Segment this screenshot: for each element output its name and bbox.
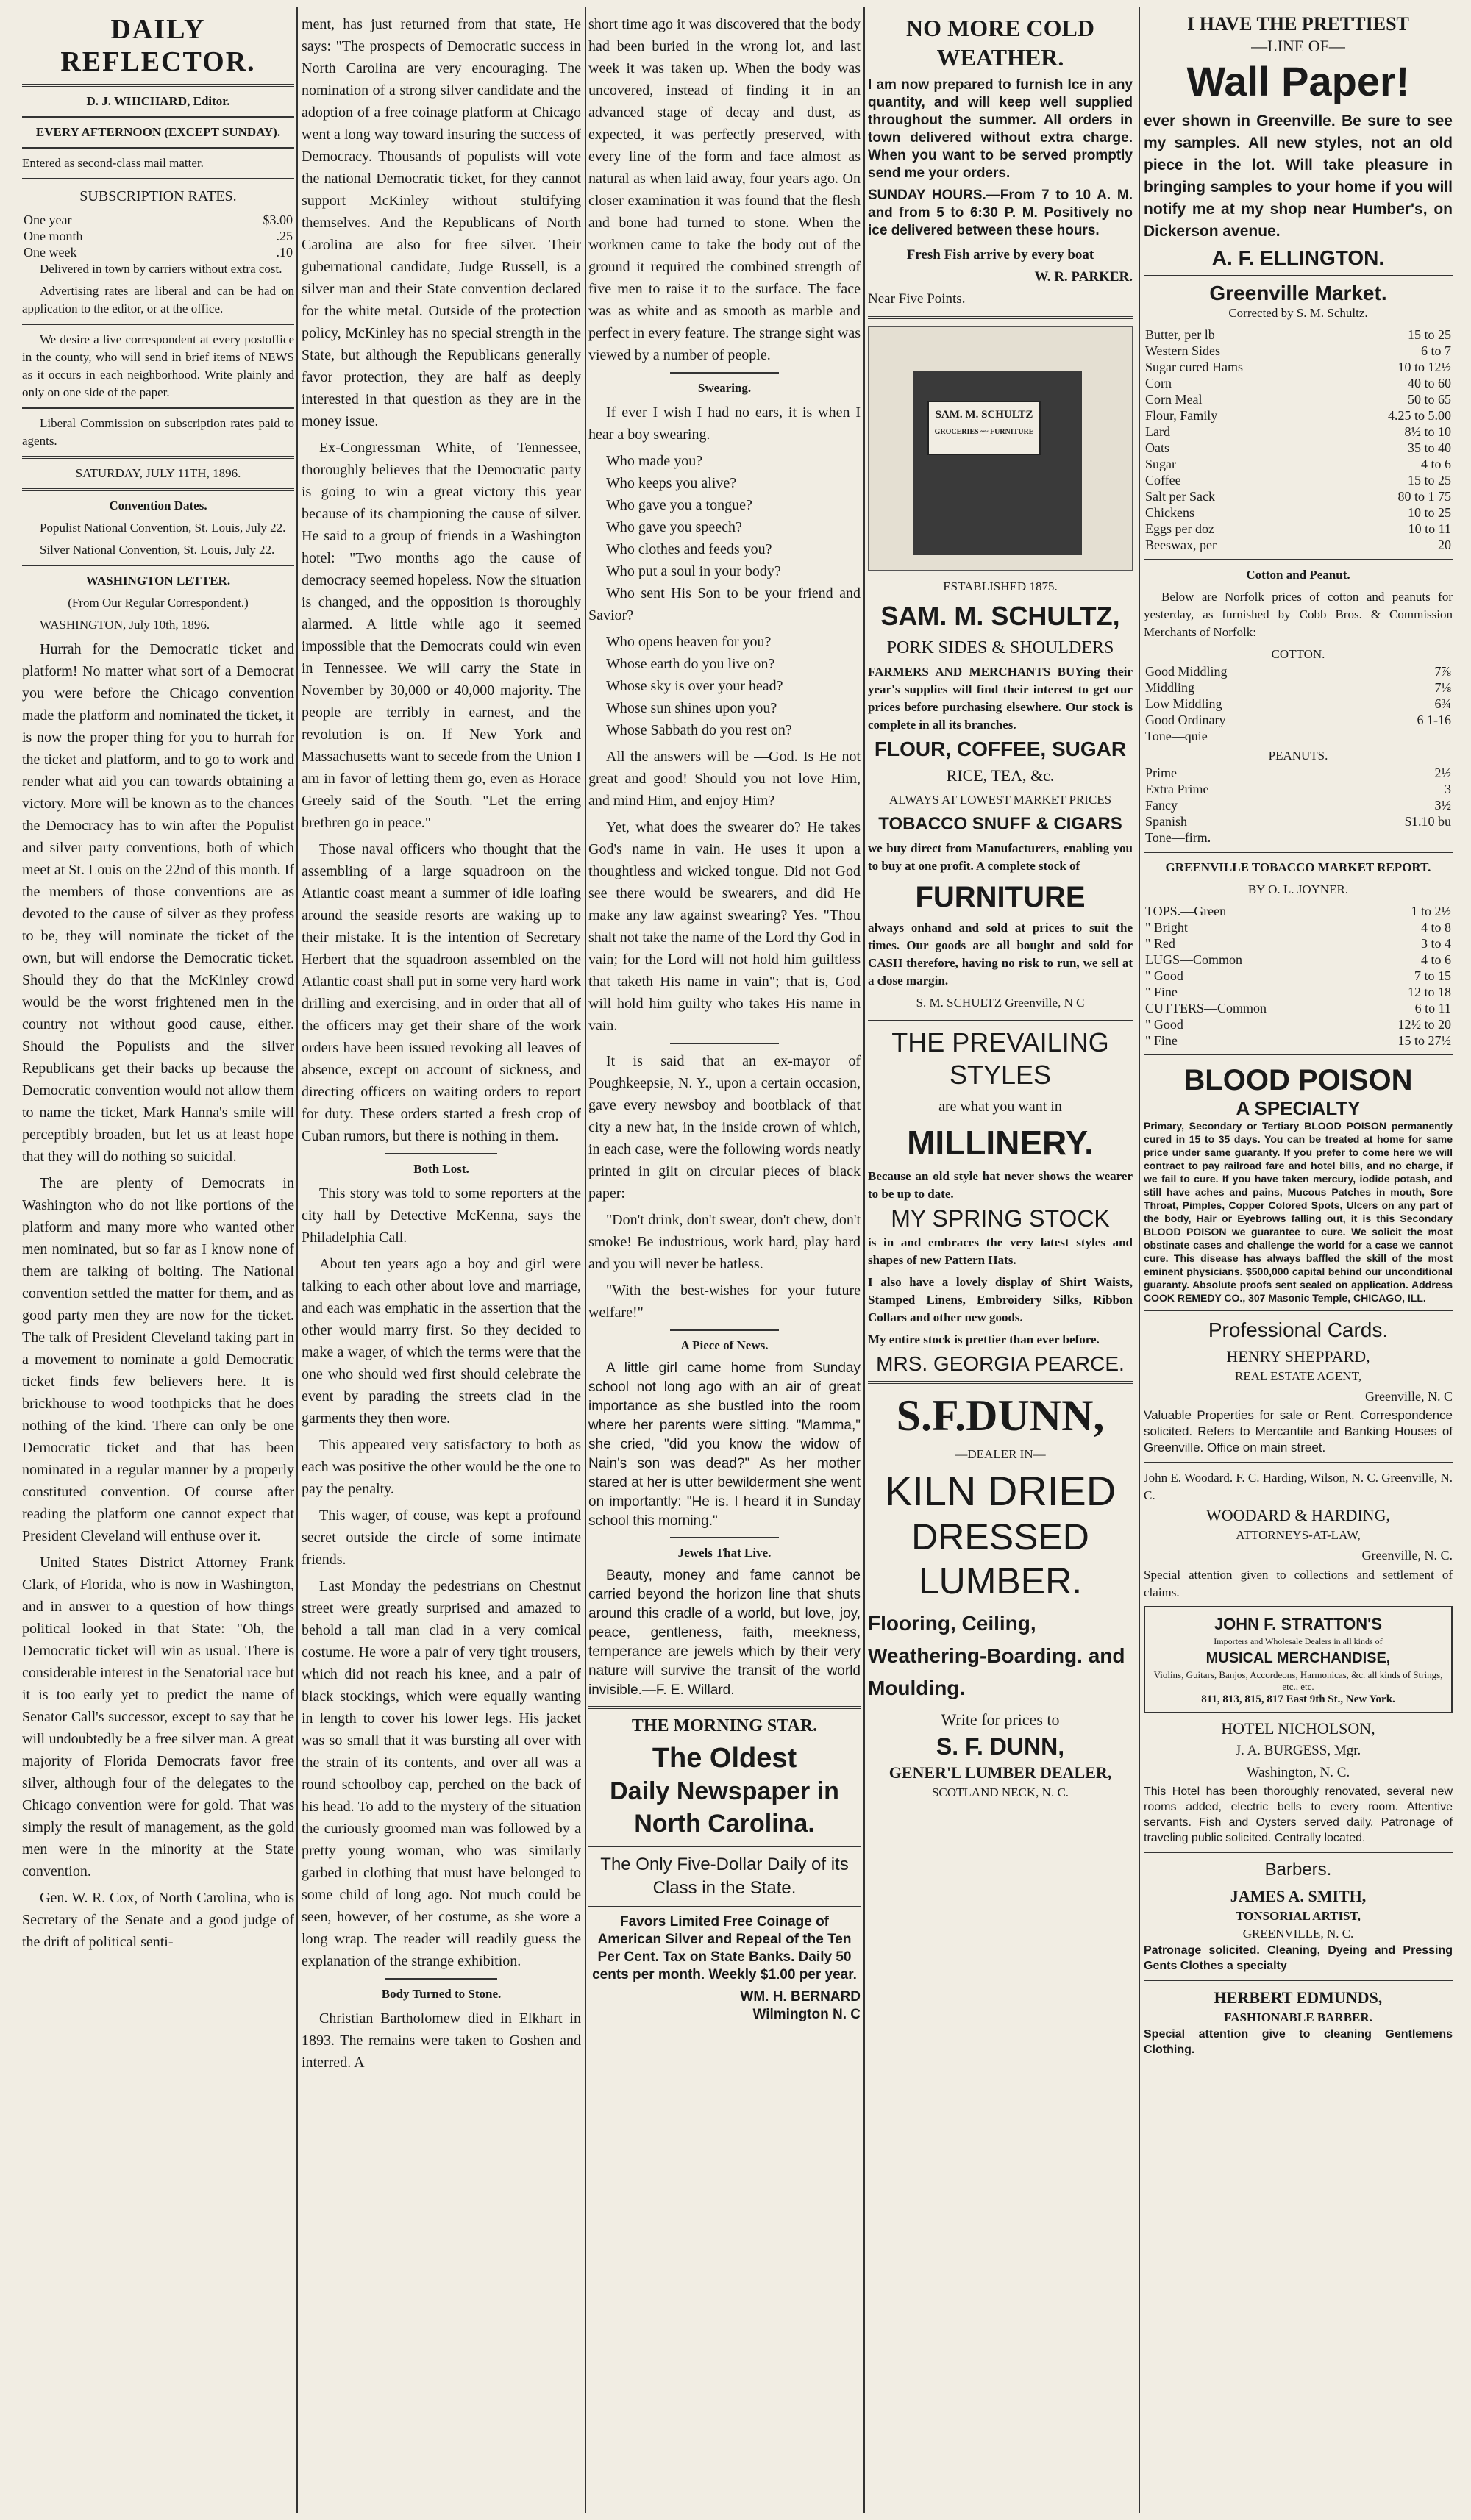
poem-line: Who gave you speech? — [606, 519, 742, 535]
table-row: Western Sides 6 to 7 — [1145, 343, 1451, 358]
table-row: Tone—quie — [1145, 729, 1208, 743]
poem-line: Who made you? — [606, 453, 703, 469]
wall-paper-headline: Wall Paper! — [1186, 58, 1410, 104]
barbers-title: Barbers. — [1264, 1860, 1332, 1880]
tobacco-table — [1144, 903, 1453, 1049]
ad-text: S. M. SCHULTZ Greenville, N C — [916, 996, 1085, 1010]
table-row: Good Ordinary 6 1-16 — [1145, 713, 1451, 727]
table-row: Coffee 15 to 25 — [1145, 473, 1451, 488]
column-rule — [1139, 7, 1140, 2513]
peanuts-heading: PEANUTS. — [1268, 749, 1328, 763]
article-paragraph: "Don't drink, don't swear, don't chew, don't smoke! Be industrious, work hard, play hard and you will never be hatless. — [588, 1212, 861, 1272]
dunn-name: S.F.DUNN, — [896, 1391, 1105, 1440]
card-name: HENRY SHEPPARD, — [1226, 1347, 1370, 1366]
ad-line: The Only Five-Dollar Daily of its Class in the State. — [600, 1855, 849, 1898]
ad-text: —DEALER IN— — [955, 1447, 1046, 1461]
ad-text: Fresh Fish arrive by every boat — [906, 247, 1094, 263]
table-row: " Good 12½ to 20 — [1145, 1017, 1451, 1032]
card-name: JOHN F. STRATTON'S — [1214, 1615, 1383, 1633]
cotton-table — [1144, 663, 1453, 744]
column-3 — [588, 13, 861, 2505]
issue-date: SATURDAY, JULY 11TH, 1896. — [75, 466, 241, 480]
ad-text: I HAVE THE PRETTIEST — [1187, 13, 1409, 35]
ad-text: always onhand and sold at prices to suit the times. Our goods are all bought and sold for CASH therefore, having no risk to run, we sell at a close margin. — [868, 921, 1133, 988]
article-paragraph: Beauty, money and fame cannot be carried beyond the horizon line that shuts around this cradle of a world, but love, joy, peace, gentleness, faith, meekness, temperance are jewels which by their very nature will survive the transit of the world invisible.—F. E. Willard. — [588, 1568, 861, 1698]
table-row: Salt per Sack 80 to 1 75 — [1145, 489, 1451, 504]
ad-text: SUNDAY HOURS.—From 7 to 10 A. M. and from 5 to 6:30 P. M. Positively no ice delivered between these hours. — [868, 188, 1133, 238]
market-title: Greenville Market. — [1209, 282, 1387, 304]
column-5 — [1144, 13, 1453, 2505]
table-row: Butter, per lb 15 to 25 — [1145, 327, 1451, 342]
ad-line: The Oldest — [652, 1743, 797, 1774]
spring-stock: MY SPRING STOCK — [891, 1205, 1110, 1232]
table-row: TOPS.—Green 1 to 2½ — [1145, 904, 1451, 918]
table-row: Beeswax, per 20 — [1145, 538, 1451, 552]
table-row: Sugar cured Hams 10 to 12½ — [1145, 360, 1451, 374]
commission-note: Liberal Commission on subscription rates paid to agents. — [22, 416, 294, 448]
card-text: Patronage solicited. Cleaning, Dyeing and Pressing Gents Clothes a specialty — [1144, 1944, 1453, 1972]
ad-text: I am now prepared to furnish Ice in any quantity, and will keep well supplied throughout the summer. All orders in town delivered without extra charge. When you want to be served promptly send me your orders. — [868, 77, 1133, 181]
advertising-note: Advertising rates are liberal and can be had on application to the editor, or at the office. — [22, 284, 294, 315]
column-4 — [868, 13, 1133, 2505]
blood-poison-ad — [1144, 1063, 1453, 1304]
specialty: A SPECIALTY — [1236, 1097, 1361, 1119]
article-paragraph: Those naval officers who thought that the assembling of a large squadroon on the Atlantic coast meant a summer of idle loafing around the seaside resorts are waking up to their mistake. It is the intention of Secretary Herbert that the squadroon assembled on the Atlantic coast shall put in some very hard work drilling and exercising, and in order that all of the officers may get their share of the work orders have been issued revoking all leaves of absence, except on account of sickness, and directing officers on waiting orders to report for duty. These orders started a fresh crop of Cuban rumors, but there is nothing in them. — [302, 841, 581, 1144]
cotton-heading: COTTON. — [1271, 647, 1325, 661]
poem-line: Whose sky is over your head? — [606, 678, 783, 694]
store-sign: SAM. M. SCHULTZ GROCERIES ~~ FURNITURE — [927, 401, 1041, 455]
article-paragraph: "With the best-wishes for your future welfare!" — [588, 1282, 861, 1321]
rate-row: One year $3.00 — [24, 213, 293, 227]
entered-line: Entered as second-class mail matter. — [22, 156, 204, 170]
table-row: Middling 7⅛ — [1145, 680, 1451, 695]
table-row: Flour, Family 4.25 to 5.00 — [1145, 408, 1451, 423]
convention-2: Silver National Convention, St. Louis, July 22. — [40, 543, 275, 557]
ad-text: we buy direct from Manufacturers, enabling you to buy at one profit. A complete stock of — [868, 841, 1133, 873]
card-line: John E. Woodard. F. C. Harding, Wilson, N. C. Greenville, N. C. — [1144, 1471, 1453, 1502]
table-row: " Fine 15 to 27½ — [1145, 1033, 1451, 1048]
cold-weather-headline: NO MORE COLD WEATHER. — [906, 15, 1094, 71]
article-paragraph: United States District Attorney Frank Clark, of Florida, who is now in Washington, and in answer to a question of how things political looked in that State: "Oh, the Democratic ticket will win as usual. There is considerable interest in the Senatorial race but it is too early yet to predict the name of Senator Call's successor, except to say that he will undoubtedly be a free silver man. A great majority of Florida Democrats favor free silver, although four of the delegates to the Chicago convention were for gold. That was simply the result of management, as the gold men were in the minority at the State convention. — [22, 1555, 294, 1880]
jewels-title: Jewels That Live. — [677, 1546, 772, 1560]
peanuts-table — [1144, 765, 1453, 846]
card-line: REAL ESTATE AGENT, — [1235, 1369, 1361, 1383]
table-row: Prime 2½ — [1145, 765, 1451, 780]
ad-headline: TOBACCO SNUFF & CIGARS — [878, 814, 1122, 834]
card-name: HOTEL NICHOLSON, — [1221, 1719, 1375, 1738]
washington-title: WASHINGTON LETTER. — [85, 574, 231, 588]
article-paragraph: short time ago it was discovered that the body had been buried in the wrong lot, and last week it was taken up. When the body was uncovered, instead of finding it in an advanced stage of decay and dust, as expected, it was perfectly preserved, with every line of the form and face almost as natural as when laid away, four years ago. On closer examination it was found that the flesh and bone had turned to stone. When the workmen came to take the body out of the ground it required the combined strength of five men to raise it to the surface. The face was as white and as smooth as marble and perfect in every feature. The strange sight was viewed by a number of people. — [588, 16, 861, 363]
millinery-headline: MILLINERY. — [907, 1124, 1094, 1162]
card-line: Greenville, N. C — [1365, 1389, 1453, 1404]
dunn-name-2: S. F. DUNN, — [936, 1733, 1065, 1760]
poem-line: Who clothes and feeds you? — [606, 541, 772, 557]
card-line: GREENVILLE, N. C. — [1242, 1927, 1354, 1941]
ad-text: I also have a lovely display of Shirt Waists, Stamped Linens, Embroidery Silks, Ribbon Collars and other new goods. — [868, 1275, 1133, 1324]
table-row: Tone—firm. — [1145, 830, 1211, 845]
card-text: Special attention given to collections and settlement of claims. — [1144, 1568, 1453, 1599]
ad-text: FARMERS AND MERCHANTS BUYing their year's supplies will find their interest to get our prices before purchasing elsewhere. Our stock is complete in all its branches. — [868, 665, 1133, 732]
schedule-line: EVERY AFTERNOON (EXCEPT SUNDAY). — [35, 125, 281, 139]
stratton-ad — [1144, 1606, 1453, 1713]
established: ESTABLISHED 1875. — [943, 579, 1058, 593]
news-title: A Piece of News. — [680, 1338, 769, 1352]
ad-line: WM. H. BERNARD — [740, 1989, 861, 2005]
table-row: Chickens 10 to 25 — [1145, 505, 1451, 520]
table-row: Extra Prime 3 — [1145, 782, 1451, 796]
rates-table — [22, 212, 294, 260]
poem-line: Whose sun shines upon you? — [606, 700, 777, 716]
table-row: Oats 35 to 40 — [1145, 440, 1451, 455]
schultz-name: SAM. M. SCHULTZ, — [880, 601, 1120, 631]
ad-line: THE MORNING STAR. — [631, 1716, 818, 1735]
poem-line: Who opens heaven for you? — [606, 634, 772, 650]
poem-line: Whose Sabbath do you rest on? — [606, 722, 792, 738]
poem-line: Who gave you a tongue? — [606, 497, 752, 513]
delivered-note: Delivered in town by carriers without extra cost. — [40, 262, 282, 276]
card-text: This Hotel has been thoroughly renovated, several new rooms added, electric bells to every room. Attentive servants. Fish and Oysters served daily. Patronage of traveling public solicited. Centrally located. — [1144, 1785, 1453, 1844]
article-paragraph: Ex-Congressman White, of Tennessee, thoroughly believes that the Democratic party is going to win a great victory this year because of its championing the cause of silver. He said to a group of friends in a Washington hotel: "Two months ago the cause of democracy seemed hopeless. Now the situation is changed, and the opposition is thoroughly alarmed. A little while ago it seemed impossible that the Democrats could win even in Tennessee. We will carry the State in November by 30,000 or 40,000 majority. The people are terribly in earnest, and the revolution is on. If New York and Massachusetts want to secede from the Union I am in favor of letting them go, even as Horace Greely said of the South. "Let the erring brethren go in peace." — [302, 440, 581, 831]
ad-text: Near Five Points. — [868, 291, 966, 307]
table-row: Corn Meal 50 to 65 — [1145, 392, 1451, 407]
correspondent-note: We desire a live correspondent at every postoffice in the county, who will send in brief items of NEWS as it occurs in each neighborhood. Write plainly and only on one side of the paper. — [22, 332, 294, 399]
table-row: Fancy 3½ — [1145, 798, 1451, 813]
furniture-headline: FURNITURE — [915, 881, 1086, 913]
convention-title: Convention Dates. — [109, 499, 207, 513]
convention-1: Populist National Convention, St. Louis, July 22. — [40, 521, 286, 535]
article-paragraph: Yet, what does the swearer do? He takes God's name in vain. He uses it upon a thoughtless and wicked tongue. Did not God see there would be swearers, and did He make any law against swearing? Yes. "Thou shalt not take the name of the Lord thy God in vain; for the Lord will not hold him guiltless that taketh His name in vain"; that is, God will hold him guilty who takes His name in vain. — [588, 819, 861, 1034]
ad-text: is in and embraces the very latest styles and shapes of new Pattern Hats. — [868, 1235, 1133, 1267]
building-illustration — [913, 371, 1082, 555]
ad-text: W. R. PARKER. — [1034, 269, 1133, 285]
card-line: FASHIONABLE BARBER. — [1224, 2010, 1372, 2024]
blood-poison-headline: BLOOD POISON — [1183, 1064, 1413, 1096]
ad-text: GENER'L LUMBER DEALER, — [888, 1763, 1112, 1782]
ellington-name: A. F. ELLINGTON. — [1211, 246, 1385, 269]
swearing-title: Swearing. — [697, 381, 752, 395]
table-row: Low Middling 6¾ — [1145, 696, 1451, 711]
kiln-dried: KILN DRIED — [884, 1468, 1116, 1514]
card-name: HERBERT EDMUNDS, — [1214, 1988, 1383, 2007]
article-paragraph: All the answers will be —God. Is He not great and good! Should you not love Him, and mind Him, and enjoy Him? — [588, 749, 861, 809]
article-paragraph: This story was told to some reporters at the city hall by Detective McKenna, says the Philadelphia Call. — [302, 1185, 581, 1246]
stone-title: Body Turned to Stone. — [381, 1987, 502, 2001]
card-name: WOODARD & HARDING, — [1206, 1506, 1390, 1524]
masthead: DAILY REFLECTOR. — [60, 14, 256, 77]
table-row: " Red 3 to 4 — [1145, 936, 1451, 951]
storefront-illustration — [868, 326, 1133, 571]
ad-text: Primary, Secondary or Tertiary BLOOD POISON permanently cured in 15 to 35 days. You can be treated at home for same price under same guaranty. If you prefer to come here we will contract to pay railroad fare and hotel bills, and no charge, if we fail to cure. If you have taken mercury, iodide potash, and still have aches and pains, Mucous Patches in mouth, Sore Throat, Pimples, Copper Colored Spots, Ulcers on any part of the body, Hair or Eyebrows falling out, it is this Secondary BLOOD POISON we guarantee to cure. We solicit the most obstinate cases and challenge the world for a case we cannot cure. This disease has always baffled the skill of the most eminent physicians. $500,000 capital behind our unconditional guaranty. Absolute proofs sent sealed on application. Address COOK REMEDY CO., 307 Masonic Temple, CHICAGO, ILL. — [1144, 1120, 1453, 1304]
poem-line: Whose earth do you live on? — [606, 656, 775, 672]
article-paragraph: Hurrah for the Democratic ticket and platform! No matter what sort of a Democrat you were before the Chicago convention made the platform and nominated the ticket, it is now the proper thing for you to hurrah for the ticket and platform, and to go to work and render what aid you can towards obtaining a victory. More will be known as to the chances the Democracy has to win after the Populist and silver party conventions, both of which meet at St. Louis on the 22nd of this month. If the members of those conventions are as devoted to the cause of silver as they profess to be, they will nominate the ticket of the own, but will endorse the Democratic ticket. Should they do that the McKinley crowd would be the worst frightened men in the country not without good cause, either. Should the Populists and the silver Republicans get their backs up because the Democratic convention would not allow them to name the ticket, Mark Hanna's smile will perceptibly broaden, but let us at least hope that they will do nothing so suicidal. — [22, 641, 294, 1165]
cotton-title: Cotton and Peanut. — [1246, 568, 1350, 582]
ad-headline: FLOUR, COFFEE, SUGAR — [874, 738, 1127, 760]
article-paragraph: This appeared very satisfactory to both as each was positive the other would be the one to pay the penalty. — [302, 1437, 581, 1497]
table-row: Spanish $1.10 bu — [1145, 814, 1451, 829]
column-rule — [296, 7, 298, 2513]
article-paragraph: Christian Bartholomew died in Elkhart in 1893. The remains were taken to Goshen and interred. A — [302, 2010, 581, 2071]
table-row: Lard 8½ to 10 — [1145, 424, 1451, 439]
market-prices-table — [1144, 326, 1453, 553]
poem-line: If ever I wish I had no ears, it is when I hear a boy swearing. — [588, 404, 861, 443]
rate-row: One month .25 — [24, 229, 293, 243]
ad-text: Write for prices to — [941, 1710, 1060, 1729]
table-row: Eggs per doz 10 to 11 — [1145, 521, 1451, 536]
ad-line: Daily Newspaper in — [610, 1777, 839, 1805]
table-row: " Bright 4 to 8 — [1145, 920, 1451, 935]
tobacco-by: BY O. L. JOYNER. — [1247, 882, 1349, 896]
ad-text: ever shown in Greenville. Be sure to see my samples. All new styles, not an old piece in the lot. Will take pleasure in bringing samples to your home if you will notify me at my shop near Humber's, on Dickerson avenue. — [1144, 113, 1453, 240]
rate-row: One week .10 — [24, 245, 293, 260]
poem-line: Who keeps you alive? — [606, 475, 737, 491]
column-1 — [22, 13, 294, 2505]
card-text: Valuable Properties for sale or Rent. Correspondence solicited. Refers to Mercantile and Banking Houses of Greenville. Office on main street. — [1144, 1408, 1453, 1454]
ad-line: Favors Limited Free Coinage of American Silver and Repeal of the Ten Per Cent. Tax on State Banks. Daily 50 cents per month. Weekly $1.00 per year. — [592, 1914, 857, 1982]
card-line: 811, 813, 815, 817 East 9th St., New York. — [1201, 1693, 1395, 1705]
cotton-intro: Below are Norfolk prices of cotton and peanuts for yesterday, as furnished by Cobb Bros. & Commission Merchants of Norfolk: — [1144, 590, 1453, 639]
morning-star-ad — [588, 1715, 861, 2024]
ad-text: —LINE OF— — [1251, 37, 1345, 55]
ad-text: Flooring, Ceiling, Weathering-Boarding. and Moulding. — [868, 1612, 1125, 1699]
dressed-lumber: DRESSED LUMBER. — [911, 1516, 1089, 1602]
card-line: Violins, Guitars, Banjos, Accordeons, Harmonicas, &c. all kinds of Strings, etc., etc. — [1153, 1669, 1443, 1692]
both-lost-title: Both Lost. — [413, 1162, 469, 1176]
column-rule — [863, 7, 865, 2513]
table-row: CUTTERS—Common 6 to 11 — [1145, 1001, 1451, 1016]
article-paragraph: About ten years ago a boy and girl were talking to each other about love and marriage, and each was emphatic in the assertion that the other would marry first. So they decided to make a wager, of which the terms were that the one who should wed first should celebrate the event by parading the streets clad in the garments they then wore. — [302, 1256, 581, 1427]
article-paragraph: ment, has just returned from that state, He says: "The prospects of Democratic success in North Carolina are very encouraging. The nomination of a strong silver candidate and the adoption of a free coinage platform at Chicago went a long way toward insuring the success of Democracy. Thousands of populists will vote the national Democratic ticket, for they cannot support McKinley without stultifying themselves. And the Republicans of North Carolina are also for free silver. Their gubernational candidate, Judge Russell, is a silver man and their State convention declared for the white metal. Outside of the protection policy, McKinley has no special strength in the State, but although the Republicans generally favor protection, they are half as deeply interested in that question as they are in the money issue. — [302, 16, 581, 429]
article-paragraph: Last Monday the pedestrians on Chestnut street were greatly surprised and amazed to behold a tall man clad in a very comical costume. He wore a pair of very tight trousers, which did not reach his knee, and a pair of black stockings, which were equally wanting in length to cover his lower legs. His jacket was so small that it was bursting all over with the strain of its contents, and over all was a round schoolboy cap, perched on the back of his head. To add to the mystery of the situation the curiously groomed man was followed by a pretty young woman, who was similarly garbed in clothing that must have belonged to some child of long ago. Not much could be seen, however, of her costume, as she wore a long wrap. The reader will readily guess the explanation of the strange exhibition. — [302, 1578, 581, 1969]
ad-text: RICE, TEA, &c. — [946, 766, 1055, 785]
ad-text: are what you want in — [938, 1099, 1062, 1115]
column-rule — [585, 7, 586, 2513]
subscription-title: SUBSCRIPTION RATES. — [79, 188, 237, 204]
table-row: Good Middling 7⅞ — [1145, 664, 1451, 679]
card-line: ATTORNEYS-AT-LAW, — [1236, 1528, 1361, 1542]
card-line: TONSORIAL ARTIST, — [1236, 1909, 1361, 1923]
ad-text: Because an old style hat never shows the wearer to be up to date. — [868, 1169, 1133, 1201]
professional-cards-title: Professional Cards. — [1208, 1318, 1389, 1341]
table-row: " Good 7 to 15 — [1145, 968, 1451, 983]
card-line: Importers and Wholesale Dealers in all kinds of — [1214, 1636, 1383, 1646]
card-name: JAMES A. SMITH, — [1230, 1887, 1367, 1905]
article-paragraph: This wager, of couse, was kept a profound secret outside the circle of some intimate friends. — [302, 1507, 581, 1568]
table-row: Corn 40 to 60 — [1145, 376, 1451, 390]
ad-line: North Carolina. — [634, 1810, 815, 1838]
article-paragraph: A little girl came home from Sunday school not long ago with an air of great importance as she bustled into the room where her parents were sitting. "Mamma," she cried, "did you know the widow of Nain's son was dead?" As her mother stared at her is utter bewilderment she went on importantly: "He is. I heard it in Sunday school this morning." — [588, 1360, 861, 1529]
poem-line: Who sent His Son to be your friend and Savior? — [588, 585, 861, 624]
table-row: Sugar 4 to 6 — [1145, 457, 1451, 471]
ad-line: Wilmington N. C — [752, 2007, 861, 2022]
card-line: MUSICAL MERCHANDISE, — [1205, 1650, 1391, 1666]
washington-from: (From Our Regular Correspondent.) — [68, 596, 249, 610]
ad-text: ALWAYS AT LOWEST MARKET PRICES — [888, 793, 1112, 807]
card-line: Greenville, N. C. — [1361, 1548, 1453, 1563]
market-corrected: Corrected by S. M. Schultz. — [1228, 306, 1368, 320]
tobacco-title: GREENVILLE TOBACCO MARKET REPORT. — [1165, 860, 1431, 874]
card-line: Washington, N. C. — [1246, 1765, 1350, 1780]
washington-dateline: WASHINGTON, July 10th, 1896. — [40, 618, 210, 632]
card-line: J. A. BURGESS, Mgr. — [1235, 1743, 1361, 1758]
prevailing-styles: THE PREVAILING STYLES — [891, 1027, 1109, 1090]
editor-line: D. J. WHICHARD, Editor. — [86, 94, 230, 108]
article-paragraph: The are plenty of Democrats in Washington who do not like portions of the platform and many more who wanted other men nominated, but so far as I know none of them are talking of bolting. The National convention settled the matter for them, and as good party men they are now for the ticket. The talk of President Cleveland taking part in a movement to nominate a gold Democratic ticket finds few believers here. It is brickhouse to wood toothpicks that he does nothing of the kind. There can only be one Democratic ticket and that has been nominated in a regular manner by a properly constituted convention. Of course after reading the platform one cannot expect that President Cleveland will enthuse over it. — [22, 1175, 294, 1544]
article-paragraph: It is said that an ex-mayor of Poughkeepsie, N. Y., upon a certain occasion, gave every newsboy and bootblack of that city a new hat, in the inside crown of which, in each case, were the following words neatly printed in gilt on circular pieces of black paper: — [588, 1053, 861, 1202]
ad-text: My entire stock is prettier than ever before. — [868, 1332, 1100, 1346]
pearce-name: MRS. GEORGIA PEARCE. — [876, 1352, 1125, 1375]
column-2 — [302, 13, 581, 2505]
table-row: " Fine 12 to 18 — [1145, 985, 1451, 999]
article-paragraph: Gen. W. R. Cox, of North Carolina, who is Secretary of the Senate and a good judge of the drift of political senti- — [22, 1890, 294, 1950]
pork-line: PORK SIDES & SHOULDERS — [886, 638, 1114, 657]
ad-text: SCOTLAND NECK, N. C. — [931, 1785, 1069, 1799]
poem-line: Who put a soul in your body? — [606, 563, 781, 579]
card-text: Special attention give to cleaning Gentlemens Clothing. — [1144, 2028, 1453, 2056]
table-row: LUGS—Common 4 to 6 — [1145, 952, 1451, 967]
